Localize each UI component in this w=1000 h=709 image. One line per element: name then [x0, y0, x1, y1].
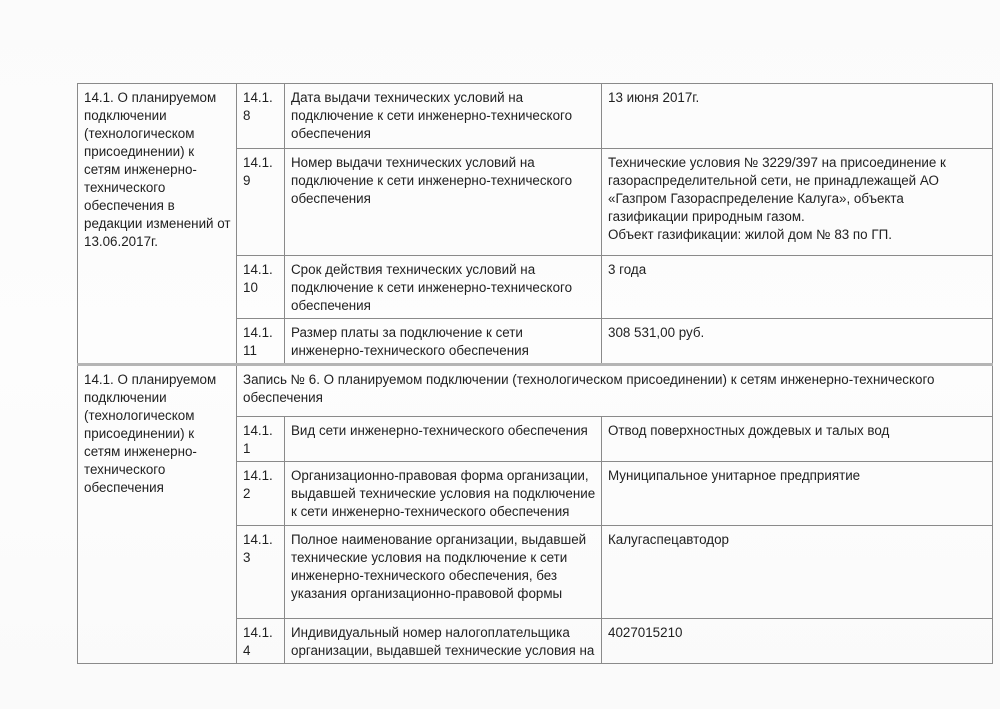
row-value: Муниципальное унитарное предприятие	[602, 462, 993, 526]
section-label: 14.1. О планируемом подключении (технологическом присоединении) к сетям инженерно-технического обеспечения	[78, 365, 237, 664]
row-value: 308 531,00 руб.	[602, 319, 993, 365]
row-code: 14.1.11	[237, 319, 285, 365]
row-code: 14.1.1	[237, 417, 285, 462]
row-value: Калугаспецавтодор	[602, 526, 993, 619]
row-value: 13 июня 2017г.	[602, 84, 993, 149]
row-label: Номер выдачи технических условий на подключение к сети инженерно-технического обеспечения	[285, 149, 602, 256]
row-label: Вид сети инженерно-технического обеспечения	[285, 417, 602, 462]
row-code: 14.1.9	[237, 149, 285, 256]
row-value: 4027015210	[602, 619, 993, 664]
row-label: Дата выдачи технических условий на подключение к сети инженерно-технического обеспечения	[285, 84, 602, 149]
declaration-table	[77, 83, 993, 664]
row-value-text: Технические условия № 3229/397 на присоединение к газораспределительной сети, не принадлежащей АО «Газпром Газораспределение Калуга», объекта газификации природным газом.	[608, 155, 946, 224]
row-label: Срок действия технических условий на подключение к сети инженерно-технического обеспечения	[285, 256, 602, 319]
row-label: Индивидуальный номер налогоплательщика организации, выдавшей технические условия на	[285, 619, 602, 664]
row-code: 14.1.10	[237, 256, 285, 319]
row-label: Полное наименование организации, выдавшей технические условия на подключение к сети инженерно-технического обеспечения, без указания организационно-правовой формы	[285, 526, 602, 619]
row-value: 3 года	[602, 256, 993, 319]
row-value-text-2: Объект газификации: жилой дом № 83 по ГП.	[608, 227, 892, 242]
row-code: 14.1.3	[237, 526, 285, 619]
table-row	[78, 84, 993, 149]
row-code: 14.1.4	[237, 619, 285, 664]
row-value	[602, 149, 993, 256]
table-row	[78, 365, 993, 417]
record-title: Запись № 6. О планируемом подключении (технологическом присоединении) к сетям инженерно-технического обеспечения	[237, 365, 993, 417]
row-code: 14.1.8	[237, 84, 285, 149]
section-label: 14.1. О планируемом подключении (технологическом присоединении) к сетям инженерно-технического обеспечения в редакции изменений от 13.06.2017г.	[78, 84, 237, 365]
row-code: 14.1.2	[237, 462, 285, 526]
row-label: Организационно-правовая форма организации, выдавшей технические условия на подключение к сети инженерно-технического обеспечения	[285, 462, 602, 526]
row-label: Размер платы за подключение к сети инженерно-технического обеспечения	[285, 319, 602, 365]
row-value: Отвод поверхностных дождевых и талых вод	[602, 417, 993, 462]
